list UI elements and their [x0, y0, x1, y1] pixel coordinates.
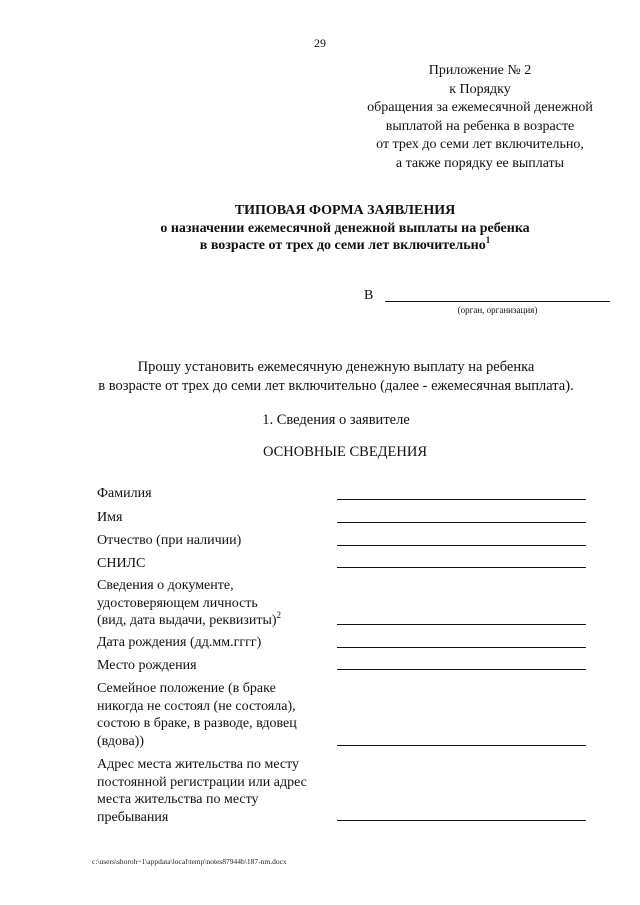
field-label-surname: Фамилия [97, 486, 152, 501]
address-line-4: пребывания [97, 809, 169, 825]
id-doc-line-3-text: (вид, дата выдачи, реквизиты) [97, 613, 277, 628]
section-title: 1. Сведения о заявителе [262, 412, 410, 428]
address-line-2: постоянной регистрации или адрес [97, 774, 307, 790]
address-input-line[interactable] [337, 820, 586, 821]
request-line-2: в возрасте от трех до семи лет включительно (далее - ежемесячная выплата). [98, 378, 574, 394]
appendix-line: обращения за ежемесячной денежной [367, 100, 593, 115]
field-label-address [97, 756, 332, 826]
appendix-header [340, 62, 620, 173]
addressee-prefix: В [364, 288, 374, 303]
address-line-1: Адрес места жительства по месту [97, 757, 300, 772]
appendix-line: к Порядку [449, 81, 511, 97]
title-line-3 [0, 237, 640, 255]
field-label-snils: СНИЛС [97, 556, 146, 571]
marital-line-4: (вдова)) [97, 733, 145, 749]
birth-date-input-line[interactable] [337, 647, 586, 648]
addressee-input-line[interactable] [385, 301, 610, 302]
title-line-2: о назначении ежемесячной денежной выплаты на ребенка [160, 220, 530, 236]
id-doc-line-2: удостоверяющем личность [97, 595, 258, 611]
field-label-name: Имя [97, 510, 123, 525]
address-line-3: места жительства по месту [97, 792, 259, 807]
id-doc-line-1: Сведения о документе, [97, 578, 234, 593]
footer-file-path: c:\users\shoroh~1\appdata\local\temp\notes87944b\187-nm.docx [92, 857, 287, 866]
appendix-line: от трех до семи лет включительно, [376, 137, 584, 152]
appendix-line: Приложение № 2 [428, 63, 532, 78]
request-line-1: Прошу установить ежемесячную денежную выплату на ребенка [137, 359, 535, 375]
name-input-line[interactable] [337, 522, 586, 523]
field-label-marital-status [97, 680, 332, 750]
surname-input-line[interactable] [337, 499, 586, 500]
footnote-marker-2: 2 [276, 610, 282, 620]
field-label-birth-place: Место рождения [97, 658, 197, 673]
patronymic-input-line[interactable] [337, 545, 586, 546]
field-label-id-document [97, 577, 332, 630]
snils-input-line[interactable] [337, 567, 586, 568]
page-number: 29 [314, 36, 326, 50]
footnote-marker-1: 1 [485, 235, 491, 245]
birth-place-input-line[interactable] [337, 669, 586, 670]
request-text [0, 358, 640, 396]
appendix-line: выплатой на ребенка в возрасте [385, 118, 575, 134]
marital-line-3: состою в браке, в разводе, вдовец [97, 716, 297, 731]
title-line-1: ТИПОВАЯ ФОРМА ЗАЯВЛЕНИЯ [234, 203, 456, 218]
marital-line-1: Семейное положение (в браке [97, 681, 276, 696]
marital-status-input-line[interactable] [337, 745, 586, 746]
id-doc-line-3 [97, 612, 332, 630]
subsection-title: ОСНОВНЫЕ СВЕДЕНИЯ [262, 444, 428, 460]
field-label-patronymic: Отчество (при наличии) [97, 533, 242, 548]
id-document-input-line[interactable] [337, 624, 586, 625]
addressee-caption: (орган, организация) [457, 305, 538, 315]
title-line-3-text: в возрасте от трех до семи лет включительно [199, 238, 486, 253]
document-title [0, 202, 640, 255]
field-label-birth-date: Дата рождения (дд.мм.гггг) [97, 635, 262, 650]
marital-line-2: никогда не состоял (не состояла), [97, 698, 296, 714]
appendix-line: а также порядку ее выплаты [395, 155, 565, 171]
